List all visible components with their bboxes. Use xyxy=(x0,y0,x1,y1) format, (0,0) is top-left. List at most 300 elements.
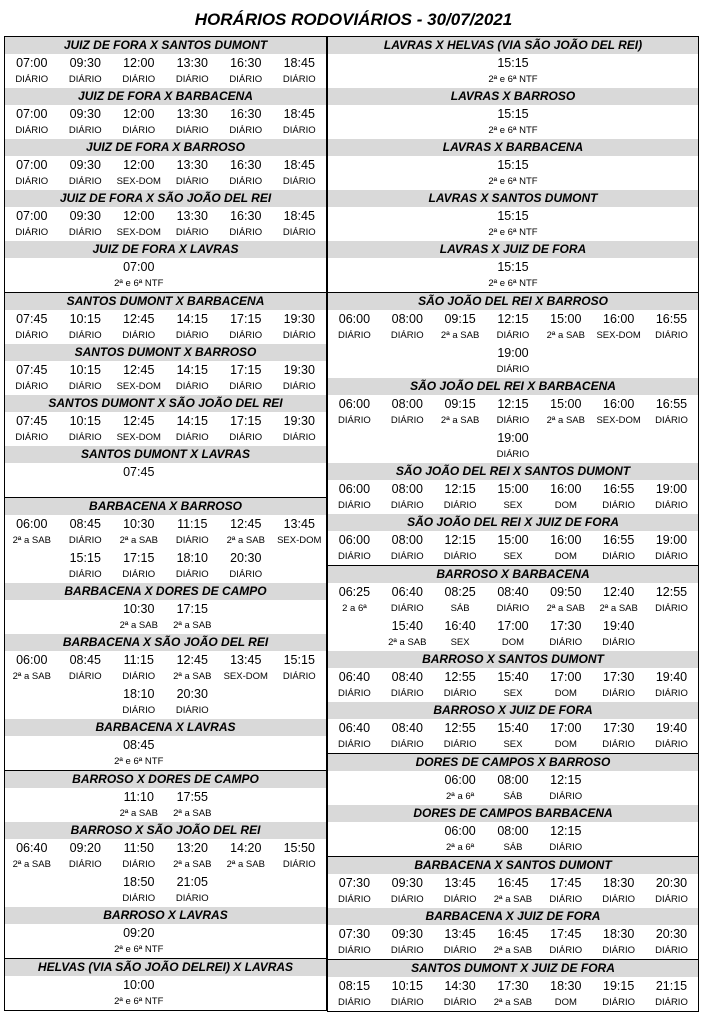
day-label xyxy=(381,276,434,292)
day-label xyxy=(273,806,327,822)
day-label: DIÁRIO xyxy=(175,74,209,85)
times-row xyxy=(328,258,698,276)
departure-time: 08:15 xyxy=(338,979,371,993)
departure-time xyxy=(59,976,113,994)
day-label: DIÁRIO xyxy=(15,432,49,443)
day-label xyxy=(59,618,113,634)
route-section xyxy=(5,37,326,88)
day-label: 2ª a SAB xyxy=(173,620,212,631)
departure-time: 16:55 xyxy=(603,533,635,547)
departure-time: 06:00 xyxy=(338,312,371,326)
day-label: 2ª a SAB xyxy=(226,535,265,546)
departure-time xyxy=(434,105,487,123)
days-row xyxy=(5,754,326,770)
departure-time xyxy=(592,105,645,123)
route-section xyxy=(5,190,326,241)
day-label: DIÁRIO xyxy=(68,432,102,443)
departure-time: 17:15 xyxy=(230,312,262,326)
day-label xyxy=(219,942,273,958)
departure-time xyxy=(273,549,327,567)
day-label xyxy=(112,481,166,497)
day-label: DIÁRIO xyxy=(122,671,156,682)
day-label xyxy=(5,942,59,958)
day-label xyxy=(592,72,645,88)
day-label: DIÁRIO xyxy=(175,893,209,904)
route-header: LAVRAS X JUIZ DE FORA xyxy=(328,241,698,258)
departure-time: 13:45 xyxy=(230,653,262,667)
day-label xyxy=(592,174,645,190)
route-section xyxy=(5,139,326,190)
departure-time: 10:15 xyxy=(391,979,423,993)
day-label xyxy=(592,362,645,378)
day-label xyxy=(59,806,113,822)
route-header: BARROSO X JUIZ DE FORA xyxy=(328,702,698,719)
departure-time xyxy=(381,822,434,840)
departure-time: 06:00 xyxy=(16,517,48,531)
departure-time: 10:00 xyxy=(123,978,155,992)
departure-time: 18:10 xyxy=(176,551,208,565)
departure-time xyxy=(434,344,487,362)
departure-time xyxy=(273,600,327,618)
departure-time xyxy=(328,822,381,840)
departure-time: 12:15 xyxy=(444,482,476,496)
departure-time: 18:45 xyxy=(283,56,315,70)
days-row xyxy=(328,892,698,908)
days-row xyxy=(328,123,698,139)
departure-time: 16:30 xyxy=(230,107,262,121)
day-label xyxy=(273,994,327,1010)
day-label: 2ª a SAB xyxy=(493,997,533,1008)
departure-time: 17:15 xyxy=(230,363,262,377)
departure-time: 09:30 xyxy=(69,209,101,223)
days-row xyxy=(328,413,698,429)
times-row xyxy=(5,736,326,754)
departure-time: 09:30 xyxy=(69,158,101,172)
departure-time: 19:00 xyxy=(497,431,529,445)
day-label: 2ª a SAB xyxy=(12,859,51,870)
day-label: DIÁRIO xyxy=(602,997,635,1008)
departure-time xyxy=(645,207,698,225)
day-label: 2ª a 6ª xyxy=(446,842,475,853)
day-label: DIÁRIO xyxy=(122,705,156,716)
departure-time: 15:40 xyxy=(497,670,529,684)
day-label: DIÁRIO xyxy=(175,176,209,187)
departure-time: 15:40 xyxy=(497,721,529,735)
days-row xyxy=(328,225,698,241)
day-label: 2ª a SAB xyxy=(12,535,51,546)
departure-time: 12:15 xyxy=(497,312,529,326)
day-label: DIÁRIO xyxy=(282,432,316,443)
day-label xyxy=(592,123,645,139)
departure-time: 06:00 xyxy=(338,533,371,547)
departure-time xyxy=(166,924,220,942)
day-label xyxy=(5,481,59,497)
day-label xyxy=(645,789,698,805)
departure-time xyxy=(219,736,273,754)
day-label xyxy=(59,481,113,497)
day-label xyxy=(219,276,273,292)
departure-time: 20:30 xyxy=(655,876,688,890)
departure-time xyxy=(273,258,327,276)
day-label: DOM xyxy=(501,637,525,648)
day-label: DOM xyxy=(554,997,577,1008)
day-label xyxy=(645,174,698,190)
days-row xyxy=(328,635,698,651)
day-label: DIÁRIO xyxy=(338,739,371,750)
day-label: DIÁRIO xyxy=(175,569,209,580)
departure-time: 12:45 xyxy=(123,363,155,377)
days-row xyxy=(328,789,698,805)
departure-time: 17:15 xyxy=(176,602,208,616)
day-label: DIÁRIO xyxy=(390,500,424,511)
departure-time xyxy=(59,463,113,481)
day-label: 2ª a SAB xyxy=(546,330,585,341)
departure-time: 19:30 xyxy=(283,363,315,377)
day-label: DIÁRIO xyxy=(122,893,156,904)
departure-time: 06:40 xyxy=(16,841,48,855)
day-label xyxy=(539,447,592,463)
departure-time xyxy=(645,258,698,276)
day-label: DIÁRIO xyxy=(229,227,263,238)
departure-time: 16:00 xyxy=(550,533,582,547)
day-label: DIÁRIO xyxy=(122,125,156,136)
departure-time: 08:00 xyxy=(391,397,423,411)
departure-time: 16:00 xyxy=(603,397,635,411)
departure-time: 13:30 xyxy=(176,107,208,121)
departure-time: 17:00 xyxy=(550,670,582,684)
departure-time: 16:30 xyxy=(230,158,262,172)
day-label: DIÁRIO xyxy=(68,381,102,392)
day-label: DIÁRIO xyxy=(122,859,156,870)
departure-time: 12:00 xyxy=(123,107,155,121)
departure-time xyxy=(592,344,645,362)
day-label: DIÁRIO xyxy=(68,125,102,136)
day-label xyxy=(59,942,113,958)
departure-time xyxy=(328,156,381,174)
day-label: DIÁRIO xyxy=(282,176,316,187)
day-label xyxy=(273,703,327,719)
day-label xyxy=(5,754,59,770)
departure-time xyxy=(5,873,59,891)
day-label: DIÁRIO xyxy=(549,894,583,905)
departure-time xyxy=(645,54,698,72)
route-section xyxy=(328,702,698,753)
route-section xyxy=(5,241,326,292)
day-label: DIÁRIO xyxy=(282,227,316,238)
day-label xyxy=(219,481,273,497)
departure-time xyxy=(166,463,220,481)
route-section xyxy=(5,395,326,446)
day-label: 2ª e 6ª NTF xyxy=(488,74,538,85)
days-row xyxy=(328,447,698,463)
departure-time: 12:00 xyxy=(123,209,155,223)
day-label: DIÁRIO xyxy=(443,997,477,1008)
day-label xyxy=(645,72,698,88)
day-label xyxy=(59,891,113,907)
day-label xyxy=(219,994,273,1010)
day-label xyxy=(434,123,487,139)
departure-time: 17:15 xyxy=(123,551,155,565)
day-label xyxy=(273,481,327,497)
days-row xyxy=(328,840,698,856)
day-label xyxy=(59,754,113,770)
times-row xyxy=(328,822,698,840)
day-label: 2ª e 6ª NTF xyxy=(114,756,164,767)
day-label: 2ª a SAB xyxy=(173,808,212,819)
day-label: DIÁRIO xyxy=(122,74,156,85)
day-label: DIÁRIO xyxy=(549,791,583,802)
departure-time: 11:15 xyxy=(177,517,208,531)
departure-time: 12:45 xyxy=(230,517,262,531)
departure-time: 15:15 xyxy=(497,56,529,70)
day-label: DIÁRIO xyxy=(338,330,371,341)
departure-time: 19:40 xyxy=(655,670,688,684)
day-label: DIÁRIO xyxy=(390,551,424,562)
departure-time: 13:45 xyxy=(283,517,315,531)
day-label xyxy=(539,362,592,378)
departure-time xyxy=(59,788,113,806)
day-label: DIÁRIO xyxy=(229,432,263,443)
departure-time: 07:00 xyxy=(16,56,48,70)
times-row xyxy=(5,463,326,481)
day-label: SEX-DOM xyxy=(223,671,268,682)
days-row xyxy=(328,362,698,378)
departure-time xyxy=(645,771,698,789)
days-row xyxy=(5,806,326,822)
days-row xyxy=(328,328,698,344)
day-label xyxy=(539,225,592,241)
times-row xyxy=(328,583,698,601)
route-header: BARBACENA X JUIZ DE FORA xyxy=(328,908,698,925)
departure-time: 18:45 xyxy=(283,107,315,121)
day-label: DIÁRIO xyxy=(655,997,688,1008)
departure-time: 16:00 xyxy=(550,482,582,496)
day-label xyxy=(434,362,487,378)
departure-time xyxy=(645,617,698,635)
route-group xyxy=(327,960,699,1012)
route-section xyxy=(5,634,326,719)
days-row xyxy=(5,994,326,1010)
departure-time xyxy=(273,924,327,942)
times-row xyxy=(5,258,326,276)
departure-time: 08:00 xyxy=(391,312,423,326)
times-row xyxy=(328,480,698,498)
departure-time: 16:55 xyxy=(655,312,688,326)
departure-time xyxy=(273,788,327,806)
departure-time: 10:15 xyxy=(69,363,101,377)
days-row xyxy=(328,498,698,514)
departure-time: 18:10 xyxy=(123,687,155,701)
day-label: 2ª e 6ª NTF xyxy=(488,176,538,187)
day-label: DIÁRIO xyxy=(282,330,316,341)
route-section xyxy=(5,88,326,139)
departure-time xyxy=(592,258,645,276)
route-header: SÃO JOÃO DEL REI X SANTOS DUMONT xyxy=(328,463,698,480)
route-header: BARROSO X SÃO JOÃO DEL REI xyxy=(5,822,326,839)
days-row xyxy=(5,430,326,446)
departure-time xyxy=(539,344,592,362)
departure-time: 15:15 xyxy=(497,260,529,274)
days-row xyxy=(5,379,326,395)
departure-time xyxy=(219,873,273,891)
day-label xyxy=(328,72,381,88)
route-section xyxy=(5,771,326,822)
departure-time: 09:15 xyxy=(444,312,476,326)
departure-time xyxy=(592,207,645,225)
departure-time xyxy=(166,736,220,754)
day-label: DIÁRIO xyxy=(655,603,688,614)
departure-time xyxy=(328,258,381,276)
days-row xyxy=(5,533,326,549)
departure-time: 08:40 xyxy=(391,670,423,684)
departure-time: 09:30 xyxy=(391,927,423,941)
day-label: DIÁRIO xyxy=(496,364,530,375)
day-label xyxy=(328,635,381,651)
day-label xyxy=(273,276,327,292)
day-label: DIÁRIO xyxy=(443,894,477,905)
day-label: DIÁRIO xyxy=(655,500,688,511)
day-label: DIÁRIO xyxy=(602,945,635,956)
route-header: DORES DE CAMPOS BARBACENA xyxy=(328,805,698,822)
departure-time: 09:50 xyxy=(550,585,582,599)
day-label: DIÁRIO xyxy=(496,415,530,426)
day-label: DIÁRIO xyxy=(122,569,156,580)
day-label: DIÁRIO xyxy=(68,330,102,341)
route-header: BARROSO X DORES DE CAMPO xyxy=(5,771,326,788)
route-header: JUIZ DE FORA X BARROSO xyxy=(5,139,326,156)
route-section xyxy=(328,754,698,805)
day-label: DIÁRIO xyxy=(282,671,316,682)
departure-time xyxy=(381,207,434,225)
days-row xyxy=(5,174,326,190)
day-label xyxy=(273,618,327,634)
day-label xyxy=(434,447,487,463)
day-label xyxy=(166,994,220,1010)
day-label xyxy=(539,72,592,88)
route-section xyxy=(328,651,698,702)
departure-time: 08:45 xyxy=(123,738,155,752)
departure-time xyxy=(539,258,592,276)
route-section xyxy=(328,463,698,514)
day-label: DIÁRIO xyxy=(602,894,635,905)
times-row xyxy=(5,924,326,942)
departure-time: 17:45 xyxy=(550,876,582,890)
day-label xyxy=(166,942,220,958)
departure-time xyxy=(539,54,592,72)
departure-time xyxy=(328,344,381,362)
departure-time: 09:20 xyxy=(69,841,101,855)
day-label: DIÁRIO xyxy=(229,125,263,136)
route-section xyxy=(328,805,698,856)
day-label: 2 a 6ª xyxy=(342,603,367,614)
departure-time: 17:30 xyxy=(603,670,635,684)
times-row xyxy=(328,344,698,362)
route-section xyxy=(328,139,698,190)
day-label: DIÁRIO xyxy=(122,330,156,341)
route-header: BARBACENA X LAVRAS xyxy=(5,719,326,736)
day-label: SÁB xyxy=(503,842,523,853)
days-row xyxy=(5,225,326,241)
day-label: DIÁRIO xyxy=(496,330,530,341)
departure-time: 06:00 xyxy=(16,653,48,667)
departure-time: 17:55 xyxy=(176,790,208,804)
departure-time: 14:30 xyxy=(444,979,476,993)
departure-time xyxy=(5,600,59,618)
departure-time: 13:30 xyxy=(176,56,208,70)
day-label xyxy=(539,174,592,190)
day-label: 2ª a SAB xyxy=(173,859,212,870)
day-label xyxy=(381,123,434,139)
departure-time xyxy=(539,207,592,225)
day-label: 2ª a SAB xyxy=(599,603,638,614)
route-group xyxy=(4,293,327,498)
departure-time: 14:15 xyxy=(176,312,208,326)
day-label: DIÁRIO xyxy=(390,997,424,1008)
departure-time xyxy=(381,429,434,447)
day-label xyxy=(219,703,273,719)
departure-time xyxy=(381,344,434,362)
departure-time: 15:50 xyxy=(283,841,315,855)
day-label xyxy=(328,447,381,463)
departure-time: 12:15 xyxy=(444,533,476,547)
day-label: DIÁRIO xyxy=(68,569,102,580)
departure-time: 08:45 xyxy=(69,517,101,531)
day-label: SÁB xyxy=(503,791,523,802)
departure-time: 06:25 xyxy=(338,585,371,599)
departure-time xyxy=(381,771,434,789)
departure-time xyxy=(328,617,381,635)
departure-time xyxy=(592,156,645,174)
day-label: SEX-DOM xyxy=(596,330,641,341)
day-label: DIÁRIO xyxy=(655,945,688,956)
days-row xyxy=(5,857,326,873)
departure-time xyxy=(59,258,113,276)
times-row xyxy=(5,54,326,72)
route-section xyxy=(5,907,326,958)
day-label: DIÁRIO xyxy=(338,500,371,511)
departure-time xyxy=(59,600,113,618)
day-label: DIÁRIO xyxy=(390,688,424,699)
day-label: 2ª e 6ª NTF xyxy=(488,227,538,238)
departure-time xyxy=(645,344,698,362)
day-label: DIÁRIO xyxy=(338,415,371,426)
route-header: SANTOS DUMONT X SÃO JOÃO DEL REI xyxy=(5,395,326,412)
day-label: DIÁRIO xyxy=(602,739,635,750)
times-row xyxy=(5,515,326,533)
day-label: DIÁRIO xyxy=(496,449,530,460)
day-label xyxy=(645,635,698,651)
departure-time: 09:20 xyxy=(123,926,155,940)
day-label: DOM xyxy=(554,500,577,511)
day-label xyxy=(328,789,381,805)
day-label: DIÁRIO xyxy=(175,330,209,341)
day-label: DIÁRIO xyxy=(15,381,49,392)
day-label xyxy=(273,754,327,770)
departure-time xyxy=(166,258,220,276)
day-label: 2ª e 6ª NTF xyxy=(114,278,164,289)
day-label: 2ª a SAB xyxy=(119,620,158,631)
route-section xyxy=(5,719,326,770)
route-section xyxy=(5,446,326,497)
departure-time: 08:00 xyxy=(391,533,423,547)
day-label xyxy=(592,276,645,292)
departure-time: 19:40 xyxy=(603,619,635,633)
departure-time xyxy=(592,822,645,840)
route-group xyxy=(327,754,699,857)
days-row xyxy=(328,174,698,190)
departure-time xyxy=(273,976,327,994)
departure-time xyxy=(539,156,592,174)
